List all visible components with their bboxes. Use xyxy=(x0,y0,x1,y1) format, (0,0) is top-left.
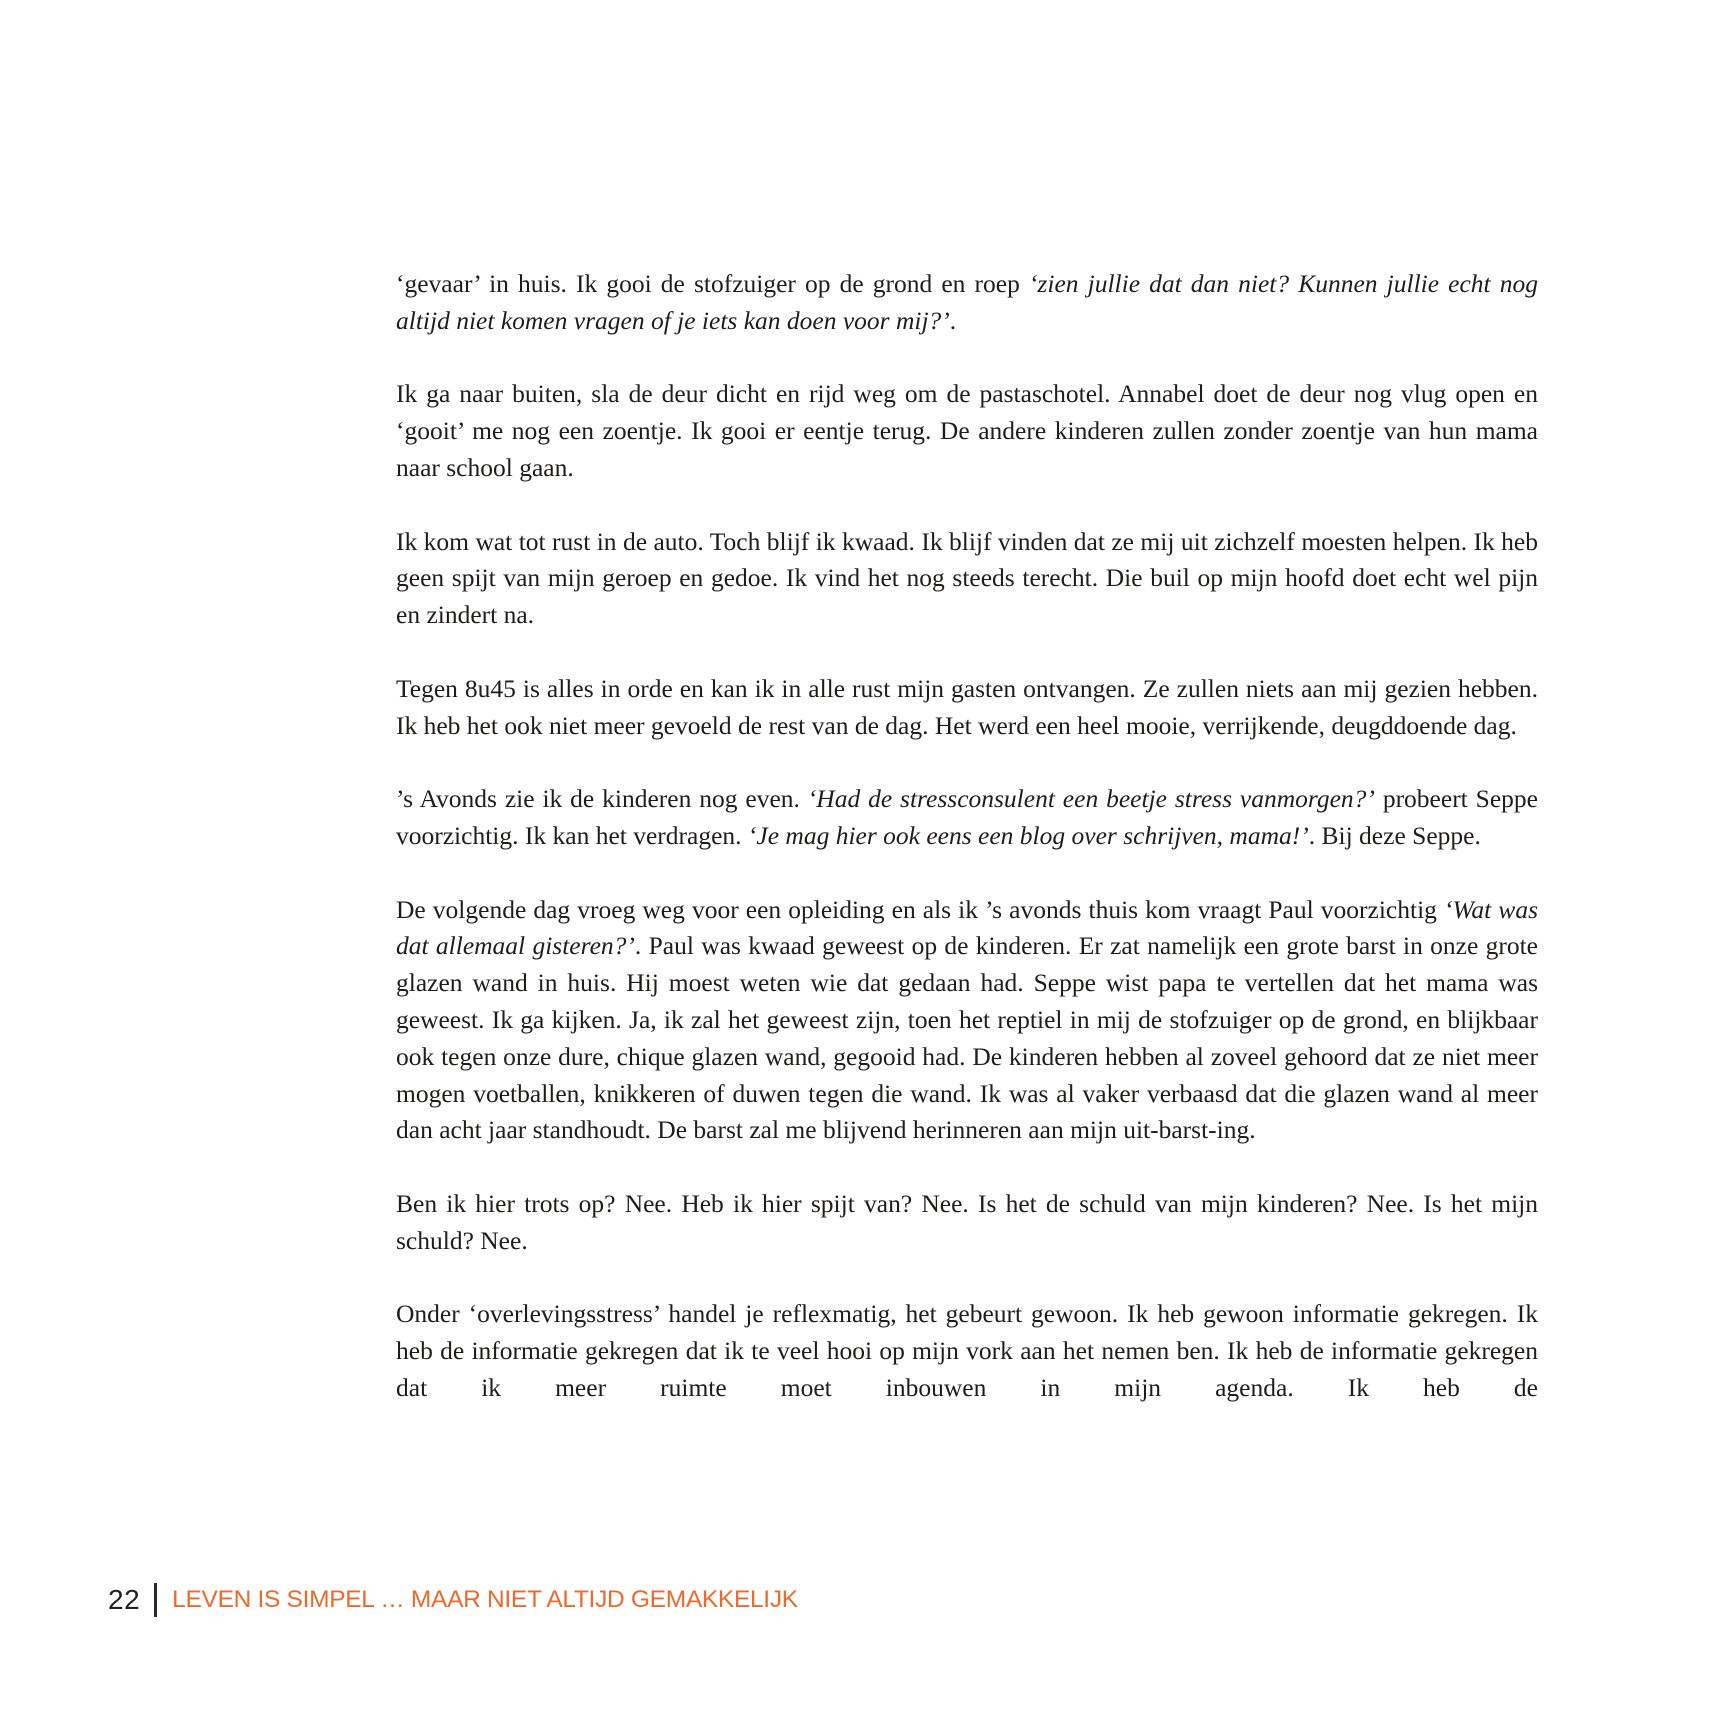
body-text xyxy=(396,266,1538,1407)
text-run: Ik kom wat tot rust in de auto. Toch blijf ik kwaad. Ik blijf vinden dat ze mij uit zichzelf moesten helpen. Ik heb geen spijt van mijn geroep en gedoe. Ik vind het nog steeds terecht. Die buil op mijn hoofd doet echt wel pijn en zindert na. xyxy=(396,526,1538,630)
italic-quote: ‘Had de stressconsulent een beetje stress vanmorgen?’ xyxy=(807,784,1375,814)
text-run: ’s Avonds zie ik de kinderen nog even. xyxy=(396,784,808,814)
text-run: . Paul was kwaad geweest op de kinderen. Er zat namelijk een grote barst in onze grote glazen wand in huis. Hij moest weten wie dat gedaan had. Seppe wist papa te vertellen dat het mama was geweest. Ik ga kijken. Ja, ik zal het geweest zijn, toen het reptiel in mij de stofzuiger op de grond, en blijkbaar ook tegen onze dure, chique glazen wand, gegooid had. De kinderen hebben al zoveel gehoord dat ze niet meer mogen voetballen, knikkeren of duwen tegen die wand. Ik was al vaker verbaasd dat die glazen wand al meer dan acht jaar standhoudt. De barst zal me blijvend herinneren aan mijn uit-barst-ing. xyxy=(396,931,1538,1145)
text-run: probeert Seppe voorzichtig. Ik kan het verdragen. xyxy=(396,784,1538,850)
paragraph xyxy=(396,1186,1538,1260)
italic-quote: ‘Je mag hier ook eens een blog over schrijven, mama!’ xyxy=(747,820,1309,850)
paragraph xyxy=(396,1296,1538,1406)
paragraph xyxy=(396,266,1538,340)
text-run: Tegen 8u45 is alles in orde en kan ik in alle rust mijn gasten ontvangen. Ze zullen niets aan mij gezien hebben. Ik heb het ook niet meer gevoeld de rest van de dag. Het werd een heel mooie, verrijkende, deugddoende dag. xyxy=(396,673,1538,740)
text-run: De volgende dag vroeg weg voor een opleiding en als ik ’s avonds thuis kom vraagt Paul voorzichtig xyxy=(396,894,1444,924)
paragraph xyxy=(396,524,1538,634)
page-footer xyxy=(108,1582,798,1618)
paragraph xyxy=(396,376,1538,486)
paragraph xyxy=(396,781,1538,855)
text-run: Onder ‘overlevingsstress’ handel je reflexmatig, het gebeurt gewoon. Ik heb gewoon informatie gekregen. Ik heb de informatie gekregen dat ik te veel hooi op mijn vork aan het nemen ben. Ik heb de informatie gekregen dat ik meer ruimte moet inbouwen in mijn agenda. Ik heb de xyxy=(396,1299,1538,1402)
italic-quote: ‘zien jullie dat dan niet? Kunnen jullie echt nog altijd niet komen vragen of je iets kan doen voor mij?’ xyxy=(396,269,1538,335)
paragraph xyxy=(396,671,1538,745)
page-number: 22 xyxy=(108,1584,141,1615)
text-run: ‘gevaar’ in huis. Ik gooi de stofzuiger op de grond en roep xyxy=(396,269,1029,298)
text-run: Ik ga naar buiten, sla de deur dicht en rijd weg om de pastaschotel. Annabel doet de deur nog vlug open en ‘gooit’ me nog een zoentje. Ik gooi er eentje terug. De andere kinderen zullen zonder zoentje van hun mama naar school gaan. xyxy=(396,379,1538,482)
text-run: Ben ik hier trots op? Nee. Heb ik hier spijt van? Nee. Is het de schuld van mijn kinderen? Nee. Is het mijn schuld? Nee. xyxy=(396,1188,1538,1255)
text-run: . xyxy=(949,305,957,335)
text-run: . Bij deze Seppe. xyxy=(1308,820,1481,850)
italic-quote: ‘Wat was dat allemaal gisteren?’ xyxy=(396,894,1538,961)
running-title: LEVEN IS SIMPEL … MAAR NIET ALTIJD GEMAKKELIJK xyxy=(172,1586,798,1613)
footer-divider xyxy=(154,1583,157,1617)
paragraph xyxy=(396,892,1538,1150)
